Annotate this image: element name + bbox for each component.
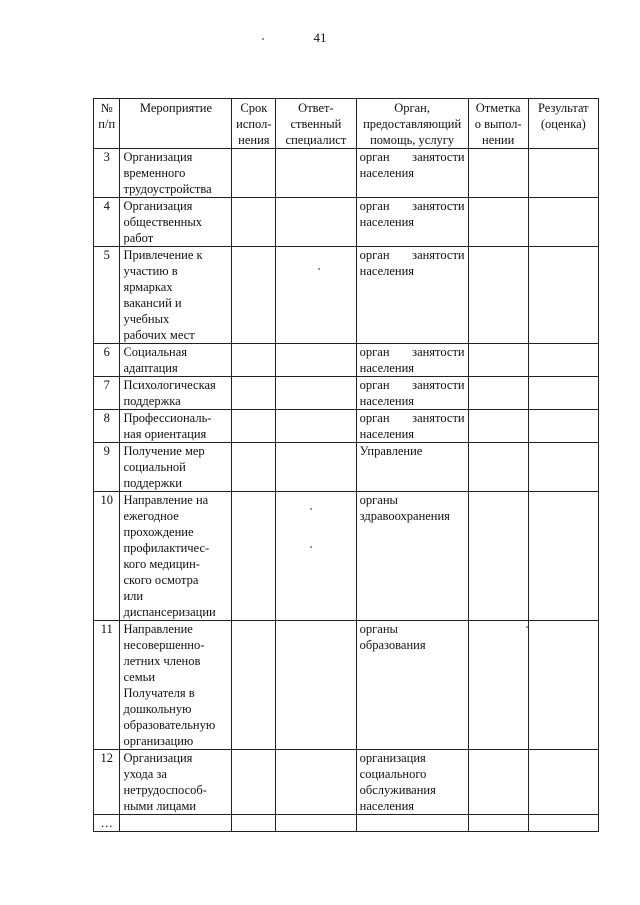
row-term [232, 377, 276, 410]
row-event: Организация ухода за нетрудоспособ- ными лицами [120, 750, 232, 815]
row-event: Психологическая поддержка [120, 377, 232, 410]
header-number: № п/п [94, 99, 120, 149]
row-specialist [276, 247, 356, 344]
header-term: Срок испол- нения [232, 99, 276, 149]
row-organ: органы образования [356, 621, 468, 750]
row-organ: органы здравоохранения [356, 492, 468, 621]
row-organ: орган занятости населения [356, 247, 468, 344]
row-event: Профессиональ- ная ориентация [120, 410, 232, 443]
row-result [528, 198, 598, 247]
row-specialist [276, 344, 356, 377]
row-result [528, 443, 598, 492]
row-result [528, 621, 598, 750]
row-term [232, 750, 276, 815]
table-row [94, 750, 599, 815]
row-organ: орган занятости населения [356, 410, 468, 443]
row-result [528, 750, 598, 815]
scan-speck [526, 626, 528, 628]
table-row [94, 492, 599, 621]
row-specialist [276, 377, 356, 410]
row-term [232, 492, 276, 621]
row-result [528, 815, 598, 832]
row-event [120, 815, 232, 832]
row-mark [468, 815, 528, 832]
row-number: 8 [94, 410, 120, 443]
row-event: Получение мер социальной поддержки [120, 443, 232, 492]
scan-speck [310, 546, 312, 548]
row-specialist [276, 621, 356, 750]
row-mark [468, 410, 528, 443]
row-term [232, 344, 276, 377]
table-row [94, 621, 599, 750]
header-organ: Орган, предоставляющий помощь, услугу [356, 99, 468, 149]
row-mark [468, 621, 528, 750]
row-mark [468, 377, 528, 410]
row-organ: орган занятости населения [356, 344, 468, 377]
table-row [94, 247, 599, 344]
row-specialist [276, 815, 356, 832]
row-number: 10 [94, 492, 120, 621]
row-event: Социальная адаптация [120, 344, 232, 377]
row-number: 3 [94, 149, 120, 198]
table-row [94, 815, 599, 832]
row-term [232, 815, 276, 832]
header-specialist: Ответ- ственный специалист [276, 99, 356, 149]
row-mark [468, 443, 528, 492]
row-specialist [276, 750, 356, 815]
row-organ: организация социального обслуживания населения [356, 750, 468, 815]
table-row [94, 149, 599, 198]
row-term [232, 443, 276, 492]
row-result [528, 344, 598, 377]
row-specialist [276, 410, 356, 443]
scan-speck [262, 38, 264, 40]
row-mark [468, 750, 528, 815]
header-result: Результат (оценка) [528, 99, 598, 149]
table-row [94, 198, 599, 247]
row-term [232, 198, 276, 247]
row-organ: орган занятости населения [356, 198, 468, 247]
row-number: 7 [94, 377, 120, 410]
row-number: 4 [94, 198, 120, 247]
row-mark [468, 344, 528, 377]
table-row [94, 344, 599, 377]
row-mark [468, 149, 528, 198]
row-term [232, 621, 276, 750]
row-event: Организация временного трудоустройства [120, 149, 232, 198]
table-row [94, 377, 599, 410]
row-term [232, 410, 276, 443]
row-result [528, 377, 598, 410]
row-organ: орган занятости населения [356, 149, 468, 198]
row-result [528, 410, 598, 443]
table-header-row [94, 99, 599, 149]
row-result [528, 149, 598, 198]
header-mark: Отметка о выпол- нении [468, 99, 528, 149]
row-organ [356, 815, 468, 832]
row-number: 5 [94, 247, 120, 344]
row-result [528, 247, 598, 344]
table-row [94, 410, 599, 443]
row-number: 9 [94, 443, 120, 492]
row-number: 6 [94, 344, 120, 377]
scan-speck [318, 268, 320, 270]
row-event: Привлечение к участию в ярмарках вакансий и учебных рабочих мест [120, 247, 232, 344]
row-mark [468, 247, 528, 344]
row-specialist [276, 492, 356, 621]
row-number: 11 [94, 621, 120, 750]
header-event: Мероприятие [120, 99, 232, 149]
scan-speck [310, 508, 312, 510]
page-number: 41 [313, 30, 327, 45]
assistance-plan-table [93, 98, 599, 832]
row-specialist [276, 149, 356, 198]
row-event: Направление несовершенно- летних членов семьи Получателя в дошкольную образовательную организацию [120, 621, 232, 750]
row-term [232, 247, 276, 344]
row-mark [468, 492, 528, 621]
row-number: 12 [94, 750, 120, 815]
row-result [528, 492, 598, 621]
row-organ: Управление [356, 443, 468, 492]
row-event: Направление на ежегодное прохождение профилактичес- кого медицин- ского осмотра или диспансеризации [120, 492, 232, 621]
table-row [94, 443, 599, 492]
row-event: Организация общественных работ [120, 198, 232, 247]
row-mark [468, 198, 528, 247]
row-term [232, 149, 276, 198]
row-specialist [276, 443, 356, 492]
row-specialist [276, 198, 356, 247]
row-number: … [94, 815, 120, 832]
row-organ: орган занятости населения [356, 377, 468, 410]
